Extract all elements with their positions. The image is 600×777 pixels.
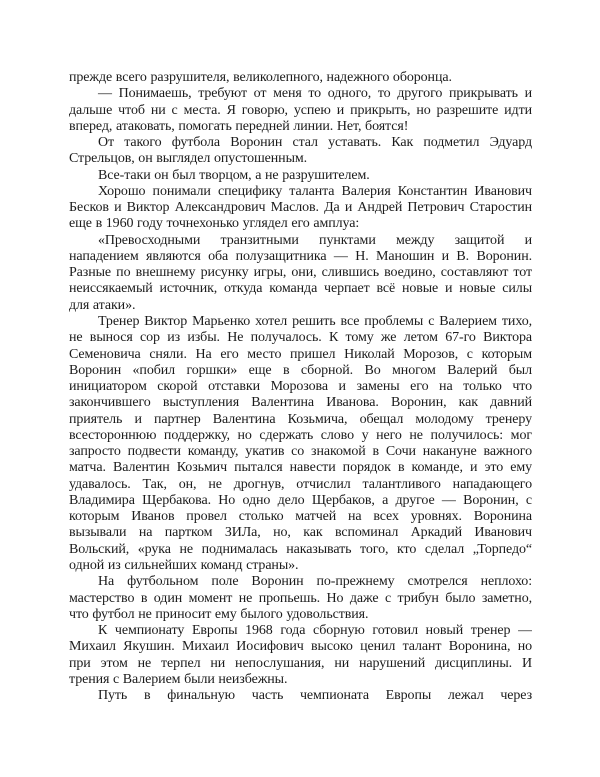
text-line: Путь в финальную часть чемпионата Европы лежал через [98, 688, 532, 704]
text-line: что футбол не приносит ему былого удовольствия. [69, 606, 369, 622]
text-line: Бесков и Виктор Александрович Маслов. Да и Андрей Петрович Старостин [69, 200, 532, 216]
text-line: запросто подвести команду, укатив со знакомой в Сочи накануне важного [69, 444, 532, 460]
text-line: нападением являются оба полузащитника — Н. Маношин и В. Воронин. [69, 248, 532, 264]
text-line: Вольский, «рука не поднималась наказывать того, кто сделал „Торпедо“ [69, 541, 532, 557]
text-line: приятель и партнер Валентина Козьмича, обещал молодому тренеру [69, 411, 532, 427]
text-line: Все-таки он был творцом, а не разрушителем. [98, 167, 370, 183]
text-line: неиссякаемый источник, откуда команда черпает всё новые и новые силы [69, 281, 532, 297]
text-line: вперед, атаковать, помогать передней линии. Нет, боятся! [69, 118, 409, 134]
text-line: На футбольном поле Воронин по-прежнему смотрелся неплохо: [98, 574, 532, 590]
text-line: еще в 1960 году точнехонько углядел его амплуа: [69, 216, 360, 232]
text-line: при этом не терпел ни непослушания, ни нарушений дисциплины. И [69, 655, 532, 671]
text-line: От такого футбола Воронин стал уставать. Как подметил Эдуард [98, 135, 532, 151]
text-line: Владимира Щербакова. Но одно дело Щербаков, а другое — Воронин, с [69, 492, 532, 508]
text-line: матча. Валентин Козьмич пытался навести порядок в команде, и это ему [69, 460, 532, 476]
text-line: прежде всего разрушителя, великолепного, надежного оборонца. [69, 70, 452, 85]
text-line: Михаил Якушин. Михаил Иосифович высоко ценил талант Воронина, но [69, 639, 532, 655]
text-line: вызывали на партком ЗИЛа, но, как вспоминал Аркадий Иванович [69, 525, 532, 541]
text-line: удавалось. Так, он, не дрогнув, отчислил талантливого нападающего [69, 476, 532, 492]
text-line: всестороннюю поддержку, но сдержать слово у него не получилось: мог [69, 427, 532, 443]
text-line: «Превосходными транзитными пунктами между защитой и [98, 232, 532, 248]
text-line: которым Иванов провел столько матчей на всех уровнях. Воронина [69, 509, 532, 525]
text-line: дальше чтоб ни с места. Я говорю, успею и прикрыть, но разрешите идти [69, 102, 532, 118]
text-line: Тренер Виктор Марьенко хотел решить все проблемы с Валерием тихо, [98, 313, 532, 329]
text-line: Стрельцов, он выглядел опустошенным. [69, 151, 308, 167]
text-line: К чемпионату Европы 1968 года сборную готовил новый тренер — [98, 623, 532, 639]
text-line: Разные по внешнему рисунку игры, они, слившись воедино, составляют тот [69, 265, 532, 281]
text-line: Хорошо понимали специфику таланта Валерия Константин Иванович [98, 183, 532, 199]
text-line: для атаки». [69, 297, 136, 313]
text-line: закончившего выступления Валентина Иванова. Воронин, как давний [69, 395, 532, 411]
text-line: — Понимаешь, требуют от меня то одного, то другого прикрывать и [98, 86, 532, 102]
text-line: мастерство в один момент не пропьешь. Но даже с трибун было заметно, [69, 590, 532, 606]
text-line: Воронин «побил горшки» еще в сборной. Во многом Валерий был [69, 362, 532, 378]
text-line: трения с Валерием были неизбежны. [69, 671, 288, 687]
page-text [69, 70, 532, 704]
text-line: не вынося сор из избы. Не получалось. К тому же летом 67-го Виктора [69, 330, 532, 346]
text-line: одной из сильнейших команд страны». [69, 557, 299, 573]
text-line: Семеновича сняли. На его место пришел Николай Морозов, с которым [69, 346, 532, 362]
text-line: инициатором скорой отставки Морозова и замены его на только что [69, 379, 532, 395]
